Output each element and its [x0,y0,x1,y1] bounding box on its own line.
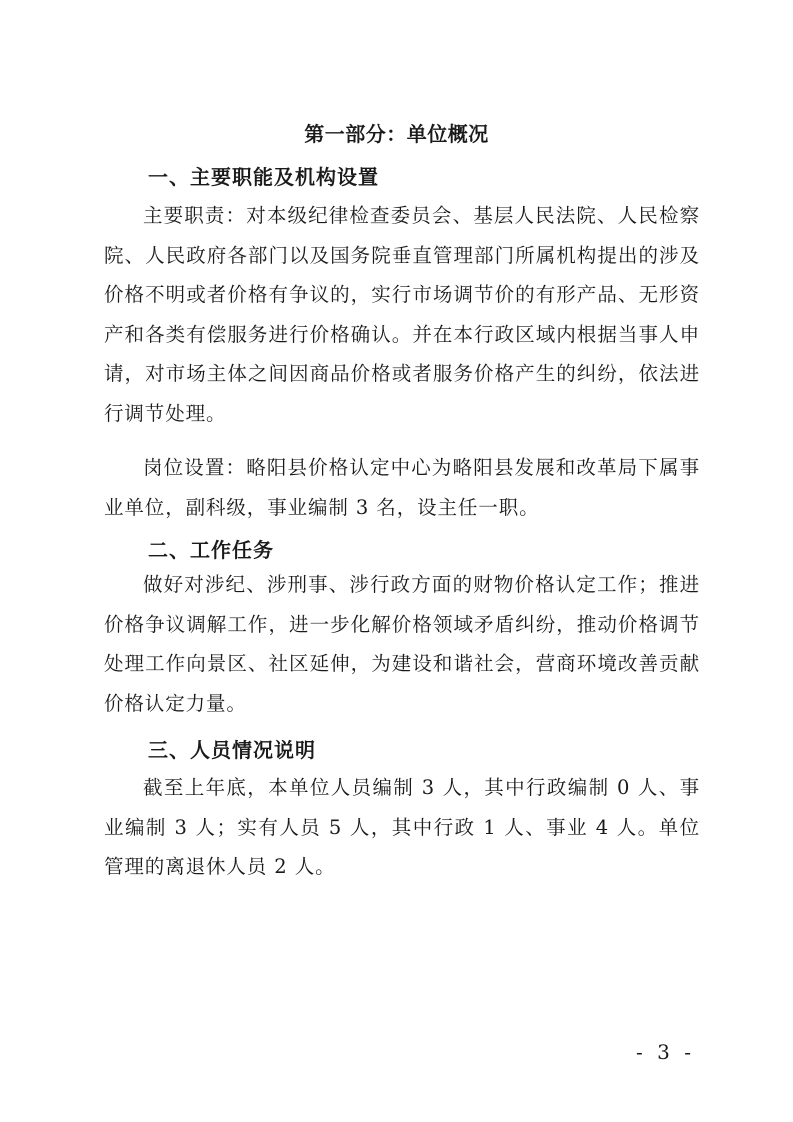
part-title: 第一部分：单位概况 [304,122,489,146]
paragraph-main-duties: 主要职责：对本级纪律检查委员会、基层人民法院、人民检察院、人民政府各部门以及国务院垂直管理部门所属机构提出的涉及价格不明或者价格有争议的，实行市场调节价的有形产品、无形资产和各类有偿服务进行价格确认。并在本行政区域内根据当事人申请，对市场主体之间因商品价格或者服务价格产生的纠纷，依法进行调节处理。 [104,204,700,425]
section-heading-tasks: 二、工作任务 [148,538,274,562]
page-number: - 3 - [636,1040,695,1064]
section-heading-functions: 一、主要职能及机构设置 [148,165,379,189]
section-heading-staff: 三、人员情况说明 [148,738,316,762]
paragraph-staff-info: 截至上年底，本单位人员编制 3 人，其中行政编制 0 人、事业编制 3 人；实有人员 5 人，其中行政 1 人、事业 4 人。单位管理的离退休人员 2 人。 [104,776,700,879]
paragraph-post-setup: 岗位设置：略阳县价格认定中心为略阳县发展和改革局下属事业单位，副科级，事业编制 3 名，设主任一职。 [104,456,700,519]
paragraph-work-tasks: 做好对涉纪、涉刑事、涉行政方面的财物价格认定工作；推进价格争议调解工作，进一步化解价格领域矛盾纠纷，推动价格调节处理工作向景区、社区延伸，为建设和谐社会，营商环境改善贡献价格认定力量。 [104,573,700,715]
